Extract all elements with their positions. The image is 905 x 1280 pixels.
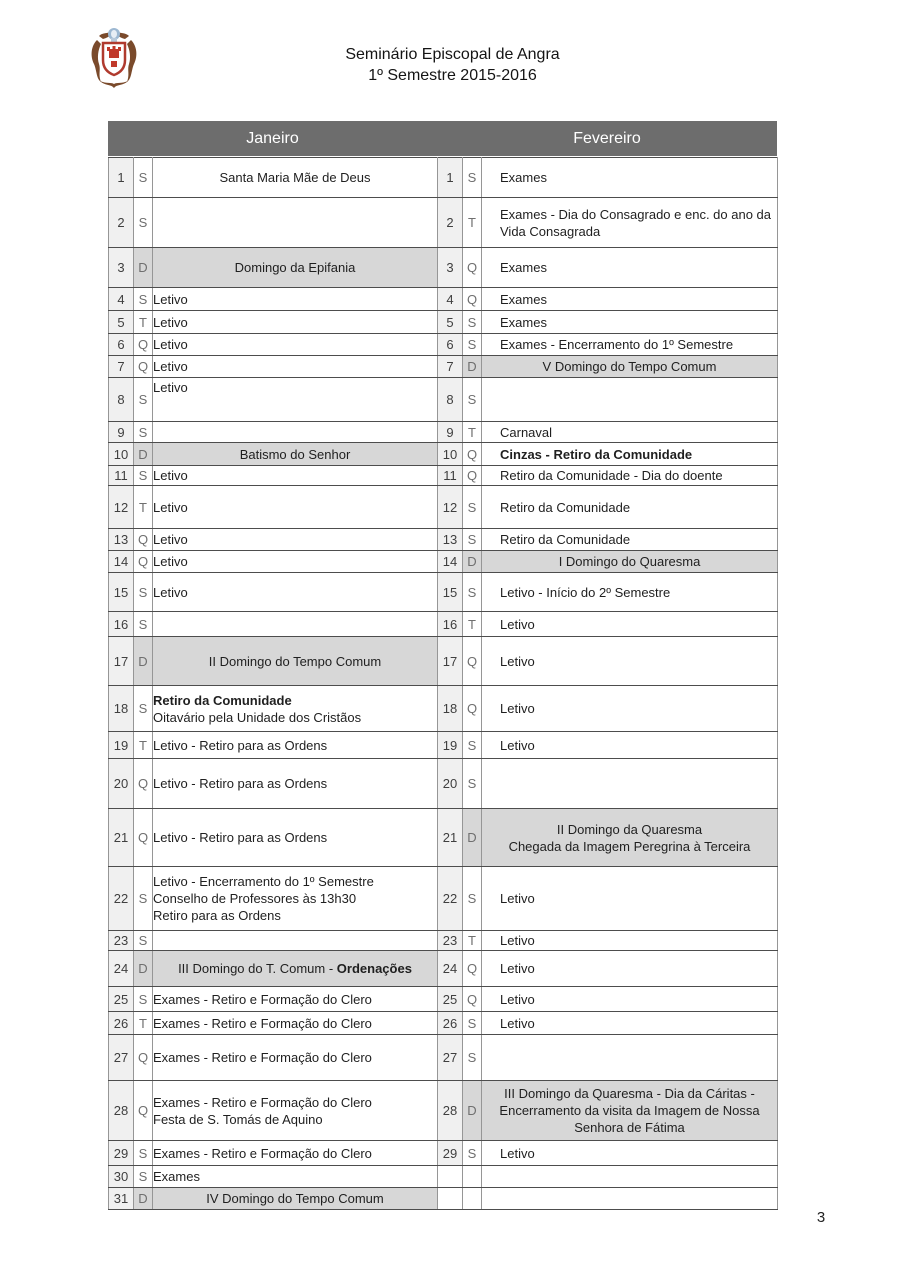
day-letter-cell: Q (134, 809, 153, 867)
day-event-cell (482, 867, 778, 931)
event-text-line: III Domingo do T. Comum - Ordenações (178, 961, 412, 976)
event-text-line: II Domingo do Tempo Comum (208, 653, 382, 669)
calendar-row-5 (109, 311, 778, 334)
day-number-cell: 10 (109, 443, 134, 466)
day-event-cell (153, 422, 438, 443)
day-event-cell (482, 1035, 778, 1081)
day-number-cell: 8 (438, 378, 463, 422)
day-letter-cell: S (134, 686, 153, 732)
day-letter-cell: S (134, 931, 153, 951)
day-event-cell (153, 951, 438, 987)
day-letter-cell: S (134, 158, 153, 198)
day-letter-cell: T (463, 198, 482, 248)
day-letter-cell: S (134, 422, 153, 443)
day-number-cell: 24 (109, 951, 134, 987)
day-number-cell: 4 (438, 288, 463, 311)
day-number-cell: 8 (109, 378, 134, 422)
day-event-cell (153, 1166, 438, 1188)
day-number-cell (438, 1166, 463, 1188)
calendar-row-11 (109, 466, 778, 486)
event-text-line: Letivo (153, 532, 188, 547)
day-number-cell: 5 (109, 311, 134, 334)
day-number-cell: 25 (438, 987, 463, 1012)
day-number-cell: 5 (438, 311, 463, 334)
day-letter-cell: S (463, 334, 482, 356)
day-number-cell: 24 (438, 951, 463, 987)
day-letter-cell: S (463, 158, 482, 198)
day-event-cell (482, 288, 778, 311)
event-text-line: Retiro da Comunidade - Dia do doente (500, 468, 723, 483)
day-letter-cell: D (134, 248, 153, 288)
calendar-row-6 (109, 334, 778, 356)
event-text-line: Letivo (153, 554, 188, 569)
day-event-cell (153, 637, 438, 686)
month-header-janeiro (108, 121, 437, 156)
day-letter-cell: Q (463, 686, 482, 732)
calendar-row-15 (109, 573, 778, 612)
calendar-row-27 (109, 1035, 778, 1081)
event-text-line: Retiro da Comunidade (500, 499, 631, 515)
day-number-cell: 26 (109, 1012, 134, 1035)
calendar-row-10 (109, 443, 778, 466)
calendar-table (108, 157, 778, 1210)
day-number-cell (438, 1188, 463, 1210)
day-letter-cell: D (134, 637, 153, 686)
day-number-cell: 11 (438, 466, 463, 486)
day-letter-cell: S (134, 198, 153, 248)
day-number-cell: 13 (438, 529, 463, 551)
day-event-cell (482, 987, 778, 1012)
event-text-line: Exames (500, 170, 547, 185)
event-text-line: Letivo - Retiro para as Ordens (153, 830, 328, 845)
day-letter-cell: Q (134, 529, 153, 551)
day-letter-cell: S (463, 378, 482, 422)
calendar-row-12 (109, 486, 778, 529)
event-text-line: Letivo (153, 359, 188, 374)
day-number-cell: 15 (438, 573, 463, 612)
event-text-line: Santa Maria Mãe de Deus (219, 170, 371, 185)
day-event-cell (482, 486, 778, 529)
calendar-row-22 (109, 867, 778, 931)
day-letter-cell: Q (463, 466, 482, 486)
day-number-cell: 11 (109, 466, 134, 486)
day-letter-cell: T (463, 422, 482, 443)
day-number-cell: 29 (438, 1141, 463, 1166)
day-number-cell: 22 (109, 867, 134, 931)
day-number-cell: 26 (438, 1012, 463, 1035)
day-event-cell (482, 1188, 778, 1210)
day-number-cell: 16 (109, 612, 134, 637)
calendar-row-13 (109, 529, 778, 551)
calendar-row-26 (109, 1012, 778, 1035)
event-text-line: Letivo (500, 933, 535, 948)
day-letter-cell: D (134, 443, 153, 466)
day-number-cell: 29 (109, 1141, 134, 1166)
calendar-row-16 (109, 612, 778, 637)
day-number-cell: 15 (109, 573, 134, 612)
day-event-cell (153, 248, 438, 288)
calendar-row-20 (109, 759, 778, 809)
event-text-line: Retiro da Comunidade (153, 692, 292, 708)
event-text-line: Exames (500, 291, 547, 307)
event-text-line: Exames - Retiro e Formação do Clero (153, 991, 372, 1007)
day-letter-cell: Q (134, 1035, 153, 1081)
day-event-cell (482, 759, 778, 809)
month-header-bar (108, 121, 777, 156)
day-event-cell (482, 551, 778, 573)
event-text-line: Retiro da Comunidade (500, 532, 631, 547)
event-text-line: Conselho de Professores às 13h30 (153, 891, 357, 906)
calendar-row-2 (109, 198, 778, 248)
day-event-cell (153, 288, 438, 311)
day-event-cell (482, 334, 778, 356)
day-event-cell (482, 1081, 778, 1141)
day-event-cell (153, 987, 438, 1012)
day-letter-cell: S (134, 1141, 153, 1166)
day-number-cell: 12 (109, 486, 134, 529)
day-event-cell (153, 334, 438, 356)
event-text-line: Letivo (500, 891, 535, 906)
day-letter-cell: S (134, 1166, 153, 1188)
day-number-cell: 27 (109, 1035, 134, 1081)
day-number-cell: 9 (438, 422, 463, 443)
month-label: Fevereiro (573, 129, 641, 147)
day-event-cell (153, 612, 438, 637)
day-letter-cell: S (463, 529, 482, 551)
day-letter-cell: Q (134, 334, 153, 356)
day-letter-cell: S (463, 1035, 482, 1081)
event-text-line: Letivo (500, 961, 535, 976)
day-number-cell: 21 (438, 809, 463, 867)
day-letter-cell: Q (463, 288, 482, 311)
day-letter-cell: S (134, 867, 153, 931)
day-event-cell (153, 867, 438, 931)
event-text-line: Letivo - Início do 2º Semestre (500, 584, 671, 600)
day-letter-cell: S (463, 486, 482, 529)
day-number-cell: 2 (438, 198, 463, 248)
event-text-line: Letivo (153, 314, 188, 330)
event-text-line: Retiro para as Ordens (153, 908, 281, 923)
day-event-cell (482, 809, 778, 867)
event-text-line: Carnaval (500, 424, 553, 440)
day-event-cell (482, 1012, 778, 1035)
day-event-cell (153, 551, 438, 573)
event-text-line: Letivo (153, 380, 188, 395)
day-number-cell: 17 (109, 637, 134, 686)
day-event-cell (153, 158, 438, 198)
event-text-line: Exames - Encerramento do 1º Semestre (500, 337, 734, 352)
event-text-line: Letivo (500, 1145, 535, 1161)
day-event-cell (482, 732, 778, 759)
day-letter-cell: Q (463, 248, 482, 288)
day-number-cell: 30 (109, 1166, 134, 1188)
day-event-cell (153, 931, 438, 951)
day-letter-cell: T (134, 311, 153, 334)
event-text-line: Batismo do Senhor (239, 446, 351, 462)
day-event-cell (153, 1188, 438, 1210)
day-event-cell (482, 422, 778, 443)
page-title: Seminário Episcopal de Angra (345, 46, 560, 63)
event-text-line: Letivo (153, 291, 188, 307)
event-text-line: Letivo (153, 584, 188, 600)
page-number: 3 (816, 1209, 826, 1226)
event-text-line: Chegada da Imagem Peregrina à Terceira (508, 838, 751, 854)
event-text-line: Letivo (153, 468, 188, 483)
day-letter-cell: S (463, 573, 482, 612)
day-letter-cell: T (463, 612, 482, 637)
event-text-line: Exames - Retiro e Formação do Clero (153, 1094, 372, 1110)
calendar-row-18 (109, 686, 778, 732)
day-letter-cell: Q (134, 759, 153, 809)
day-event-cell (482, 951, 778, 987)
day-number-cell: 10 (438, 443, 463, 466)
day-event-cell (153, 1035, 438, 1081)
event-text-line: Letivo - Encerramento do 1º Semestre (153, 874, 374, 889)
day-event-cell (153, 1141, 438, 1166)
event-text-line: Exames (500, 314, 547, 330)
calendar-row-25 (109, 987, 778, 1012)
document-header (0, 44, 905, 86)
event-text-line: Letivo (153, 499, 188, 515)
event-text-line: III Domingo da Quaresma - Dia da Cáritas - Encerramento da visita da Imagem de Nossa Senhora de Fátima (499, 1086, 760, 1135)
day-event-cell (482, 198, 778, 248)
day-number-cell: 3 (438, 248, 463, 288)
day-number-cell: 28 (438, 1081, 463, 1141)
day-number-cell: 27 (438, 1035, 463, 1081)
day-event-cell (482, 637, 778, 686)
day-event-cell (482, 158, 778, 198)
day-event-cell (482, 529, 778, 551)
day-letter-cell: S (134, 573, 153, 612)
day-event-cell (482, 686, 778, 732)
day-letter-cell: Q (134, 551, 153, 573)
day-letter-cell: D (463, 1081, 482, 1141)
day-letter-cell: S (463, 732, 482, 759)
event-text-line: Cinzas - Retiro da Comunidade (500, 446, 693, 462)
day-event-cell (482, 248, 778, 288)
calendar-row-29 (109, 1141, 778, 1166)
day-number-cell: 23 (438, 931, 463, 951)
event-text-line: Letivo - Retiro para as Ordens (153, 737, 328, 753)
event-text-line: Exames - Dia do Consagrado e enc. do ano da Vida Consagrada (500, 206, 772, 239)
day-letter-cell: D (134, 1188, 153, 1210)
day-number-cell: 14 (109, 551, 134, 573)
event-text-line: IV Domingo do Tempo Comum (206, 1191, 384, 1206)
day-event-cell (153, 466, 438, 486)
day-letter-cell: D (463, 356, 482, 378)
day-event-cell (153, 198, 438, 248)
day-number-cell: 16 (438, 612, 463, 637)
day-event-cell (153, 443, 438, 466)
calendar-row-7 (109, 356, 778, 378)
event-text-line: Domingo da Epifania (234, 260, 356, 275)
day-number-cell: 19 (438, 732, 463, 759)
day-letter-cell: Q (463, 987, 482, 1012)
day-event-cell (153, 311, 438, 334)
day-number-cell: 7 (438, 356, 463, 378)
day-letter-cell: S (463, 867, 482, 931)
day-letter-cell: D (463, 551, 482, 573)
day-letter-cell: T (134, 486, 153, 529)
day-number-cell: 22 (438, 867, 463, 931)
day-event-cell (482, 466, 778, 486)
day-number-cell: 14 (438, 551, 463, 573)
day-event-cell (482, 311, 778, 334)
day-number-cell: 20 (438, 759, 463, 809)
day-letter-cell: Q (463, 443, 482, 466)
day-number-cell: 6 (109, 334, 134, 356)
calendar-row-1 (109, 158, 778, 198)
day-event-cell (153, 1012, 438, 1035)
day-letter-cell: D (463, 809, 482, 867)
day-number-cell: 18 (109, 686, 134, 732)
day-letter-cell: S (134, 612, 153, 637)
day-letter-cell: S (134, 987, 153, 1012)
calendar-row-9 (109, 422, 778, 443)
day-letter-cell: Q (463, 637, 482, 686)
event-text-line: Letivo (153, 337, 188, 352)
day-event-cell (482, 612, 778, 637)
event-text-line: Letivo (500, 1015, 535, 1031)
calendar-row-21 (109, 809, 778, 867)
event-text-line: Letivo (500, 653, 535, 669)
calendar-row-14 (109, 551, 778, 573)
day-letter-cell: Q (463, 951, 482, 987)
day-letter-cell (463, 1166, 482, 1188)
event-text-line: Letivo (500, 737, 535, 753)
day-number-cell: 9 (109, 422, 134, 443)
day-letter-cell: S (463, 311, 482, 334)
day-number-cell: 13 (109, 529, 134, 551)
event-text-line: Letivo (500, 701, 535, 716)
event-text-line: Festa de S. Tomás de Aquino (153, 1111, 323, 1127)
day-event-cell (153, 732, 438, 759)
day-letter-cell: T (463, 931, 482, 951)
day-event-cell (482, 1166, 778, 1188)
month-label: Janeiro (246, 129, 299, 147)
calendar-row-28 (109, 1081, 778, 1141)
day-number-cell: 3 (109, 248, 134, 288)
day-event-cell (482, 573, 778, 612)
day-letter-cell: S (134, 466, 153, 486)
event-text-line: I Domingo do Quaresma (558, 554, 701, 569)
day-letter-cell: S (463, 759, 482, 809)
day-event-cell (482, 931, 778, 951)
day-event-cell (153, 573, 438, 612)
event-text-line: Oitavário pela Unidade dos Cristãos (153, 709, 362, 725)
day-letter-cell: S (463, 1141, 482, 1166)
day-number-cell: 17 (438, 637, 463, 686)
day-event-cell (153, 486, 438, 529)
calendar-row-4 (109, 288, 778, 311)
event-text-line: Exames (153, 1169, 200, 1184)
calendar-row-24 (109, 951, 778, 987)
day-number-cell: 1 (438, 158, 463, 198)
event-text-line: Exames - Retiro e Formação do Clero (153, 1015, 372, 1031)
event-text-line: Exames - Retiro e Formação do Clero (153, 1050, 372, 1065)
day-number-cell: 25 (109, 987, 134, 1012)
day-letter-cell: T (134, 732, 153, 759)
day-event-cell (153, 356, 438, 378)
day-number-cell: 18 (438, 686, 463, 732)
event-text-line: II Domingo da Quaresma (556, 821, 703, 837)
calendar-row-8 (109, 378, 778, 422)
calendar-row-19 (109, 732, 778, 759)
day-letter-cell: S (463, 1012, 482, 1035)
day-letter-cell: Q (134, 356, 153, 378)
day-letter-cell (463, 1188, 482, 1210)
day-event-cell (482, 443, 778, 466)
calendar-row-3 (109, 248, 778, 288)
day-event-cell (153, 759, 438, 809)
day-event-cell (153, 686, 438, 732)
day-number-cell: 19 (109, 732, 134, 759)
day-number-cell: 2 (109, 198, 134, 248)
day-number-cell: 21 (109, 809, 134, 867)
day-number-cell: 6 (438, 334, 463, 356)
calendar-row-31 (109, 1188, 778, 1210)
day-number-cell: 31 (109, 1188, 134, 1210)
day-event-cell (482, 356, 778, 378)
event-text-line: Exames (500, 260, 547, 275)
event-text-line: V Domingo do Tempo Comum (542, 359, 717, 374)
day-letter-cell: Q (134, 1081, 153, 1141)
calendar-row-30 (109, 1166, 778, 1188)
day-number-cell: 28 (109, 1081, 134, 1141)
day-event-cell (153, 378, 438, 422)
day-letter-cell: S (134, 288, 153, 311)
event-text-line: Exames - Retiro e Formação do Clero (153, 1145, 372, 1161)
day-number-cell: 7 (109, 356, 134, 378)
event-text-line: Letivo (500, 616, 535, 632)
day-letter-cell: T (134, 1012, 153, 1035)
calendar-row-23 (109, 931, 778, 951)
event-text-line: Letivo - Retiro para as Ordens (153, 776, 328, 791)
day-number-cell: 1 (109, 158, 134, 198)
day-letter-cell: D (134, 951, 153, 987)
day-number-cell: 23 (109, 931, 134, 951)
calendar-table-body (109, 158, 778, 1210)
day-event-cell (482, 378, 778, 422)
day-number-cell: 4 (109, 288, 134, 311)
page-subtitle: 1º Semestre 2015-2016 (368, 67, 537, 84)
day-letter-cell: S (134, 378, 153, 422)
event-text-line: Letivo (500, 991, 535, 1007)
day-event-cell (153, 529, 438, 551)
day-number-cell: 20 (109, 759, 134, 809)
day-event-cell (153, 1081, 438, 1141)
month-header-fevereiro (437, 121, 777, 156)
day-event-cell (482, 1141, 778, 1166)
calendar-row-17 (109, 637, 778, 686)
day-event-cell (153, 809, 438, 867)
day-number-cell: 12 (438, 486, 463, 529)
